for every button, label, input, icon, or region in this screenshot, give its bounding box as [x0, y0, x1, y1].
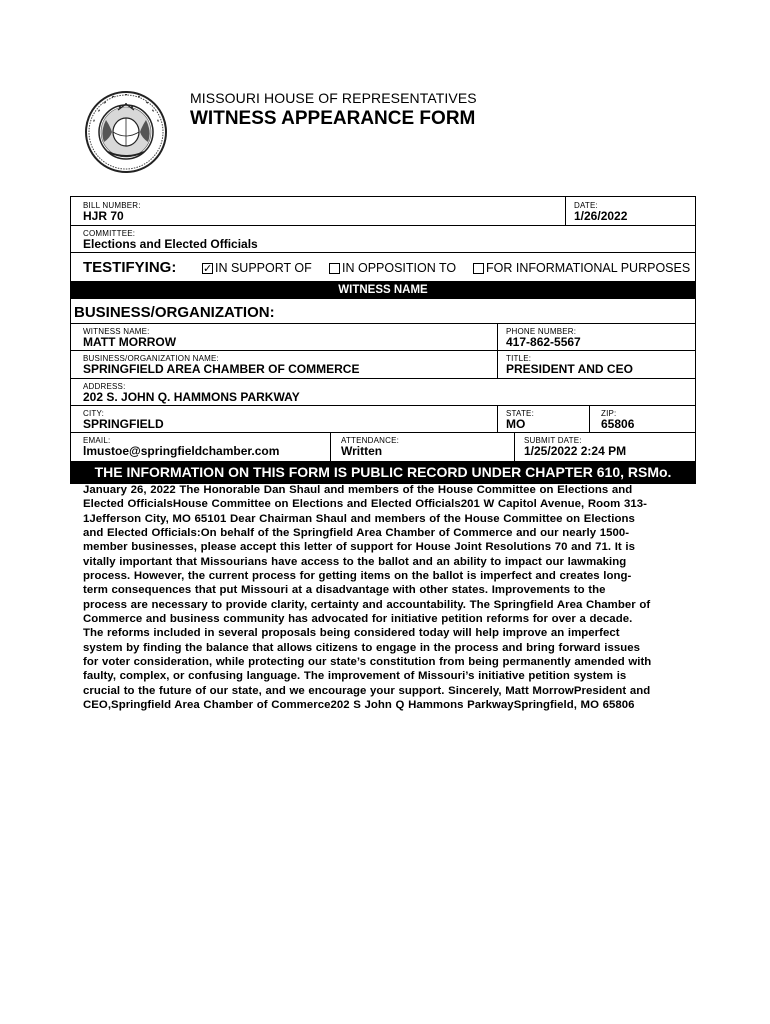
committee-value: Elections and Elected Officials — [83, 237, 258, 251]
title-label: TITLE: — [506, 354, 532, 363]
committee-label: COMMITTEE: — [83, 229, 136, 238]
option-in-opposition[interactable] — [329, 261, 456, 275]
testimony-line: process are necessary to provide clarity, certainty and accountability. The Springfield Area Chamber of — [83, 598, 651, 611]
submit-date-value: 1/25/2022 2:24 PM — [524, 444, 627, 458]
state-value: MO — [506, 417, 526, 431]
phone-label: PHONE NUMBER: — [506, 327, 577, 336]
testimony-line: system by finding the balance that allows citizens to engage in the process and bring forward issues — [83, 641, 641, 654]
checkbox-in-opposition[interactable] — [329, 263, 340, 274]
zip-value: 65806 — [601, 417, 635, 431]
option-informational-label: FOR INFORMATIONAL PURPOSES — [486, 261, 691, 275]
witness-form — [70, 196, 696, 484]
submit-date-label: SUBMIT DATE: — [524, 436, 582, 445]
date-label: DATE: — [574, 201, 598, 210]
witness-name-bar: WITNESS NAME — [71, 281, 695, 299]
testimony-line: and Elected Officials:On behalf of the Springfield Area Chamber of Commerce and our nearly 1500- — [83, 527, 630, 540]
phone-value: 417-862-5567 — [506, 335, 581, 349]
business-name-label: BUSINESS/ORGANIZATION NAME: — [83, 354, 219, 363]
public-record-notice: THE INFORMATION ON THIS FORM IS PUBLIC RECORD UNDER CHAPTER 610, RSMo. — [71, 461, 695, 483]
state-seal-icon — [84, 90, 168, 174]
option-in-opposition-label: IN OPPOSITION TO — [342, 261, 457, 275]
address-value: 202 S. JOHN Q. HAMMONS PARKWAY — [83, 390, 300, 404]
testimony-line: Commerce and business community has advocated for initiative petition reforms for over a decade. — [83, 613, 633, 626]
attendance-label: ATTENDANCE: — [341, 436, 400, 445]
testimony-line: process. However, the current process for getting items on the ballot is imperfect and creates long- — [83, 570, 632, 583]
testimony-line: member businesses, please accept this letter of support for House Joint Resolutions 70 and 71. It is — [83, 541, 635, 554]
checkbox-in-support[interactable]: ✓ — [203, 262, 213, 275]
testimony-line: 1Jefferson City, MO 65101 Dear Chairman Shaul and members of the House Committee on Elections — [83, 512, 635, 525]
email-label: EMAIL: — [83, 436, 111, 445]
checkbox-informational[interactable] — [473, 263, 484, 274]
testimony-line: January 26, 2022 The Honorable Dan Shaul and members of the House Committee on Elections and — [83, 484, 633, 496]
city-label: CITY: — [83, 409, 105, 418]
testifying-label: TESTIFYING: — [83, 259, 177, 276]
address-label: ADDRESS: — [83, 382, 126, 391]
testimony-line: term consequences that put Missouri at a disadvantage with other states. Improvements to the — [83, 584, 606, 597]
form-title: WITNESS APPEARANCE FORM — [190, 108, 476, 129]
attendance-value: Written — [341, 444, 383, 458]
date-value: 1/26/2022 — [574, 209, 628, 223]
testimony-line: for voter consideration, while protecting our state’s constitution from being permanently amended with — [83, 656, 652, 669]
witness-name-value: MATT MORROW — [83, 335, 177, 349]
testimony-line: faulty, complex, or confusing language. The improvement of Missouri’s initiative petition system is — [83, 670, 627, 683]
testimony-line: vitally important that Missourians have access to the ballot and an ability to impact our lawmaking — [83, 555, 627, 568]
business-name-value: SPRINGFIELD AREA CHAMBER OF COMMERCE — [83, 362, 360, 376]
testimony-line: CEO,Springfield Area Chamber of Commerce202 S John Q Hammons ParkwaySpringfield, MO 65806 — [83, 699, 635, 712]
testimony-line: The reforms included in several proposals being considered today will help improve an imperfect — [83, 627, 620, 640]
title-value: PRESIDENT AND CEO — [506, 362, 633, 376]
testimony-line: Elected OfficialsHouse Committee on Elections and Elected Officials201 W Capitol Avenue, Room 313- — [83, 498, 647, 511]
business-organization-heading: BUSINESS/ORGANIZATION: — [74, 304, 275, 321]
email-value: lmustoe@springfieldchamber.com — [83, 444, 280, 458]
option-in-support-label: IN SUPPORT OF — [215, 261, 312, 275]
testimony-line: crucial to the future of our state, and we encourage your support. Sincerely, Matt MorrowPresident and — [83, 684, 651, 697]
zip-label: ZIP: — [601, 409, 617, 418]
organization-name: MISSOURI HOUSE OF REPRESENTATIVES — [190, 90, 477, 106]
witness-name-label: WITNESS NAME: — [83, 327, 150, 336]
bill-number-label: BILL NUMBER: — [83, 201, 141, 210]
option-informational[interactable] — [473, 261, 690, 275]
bill-number-value: HJR 70 — [83, 209, 124, 223]
state-label: STATE: — [506, 409, 535, 418]
option-in-support[interactable] — [202, 261, 312, 275]
testimony-text — [83, 483, 691, 713]
city-value: SPRINGFIELD — [83, 417, 164, 431]
